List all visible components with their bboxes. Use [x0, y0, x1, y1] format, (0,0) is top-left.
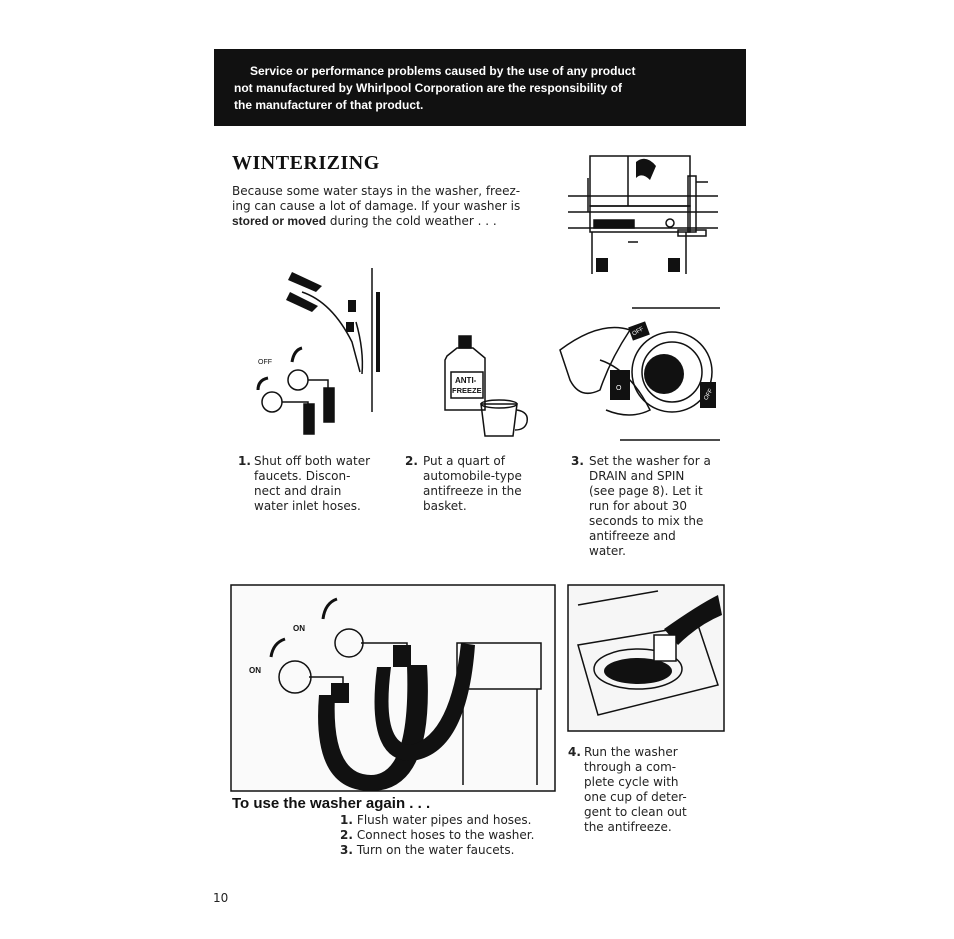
dial-hand-illustration	[560, 300, 724, 445]
list-item	[340, 813, 534, 828]
step-line: plete cycle with	[584, 775, 679, 789]
step-line: one cup of deter-	[584, 790, 687, 804]
intro-end: during the cold weather . . .	[326, 214, 497, 228]
notice-line: Service or performance problems caused by the use of any product	[250, 64, 636, 78]
page-number: 10	[213, 891, 229, 905]
item-number: 1.	[340, 813, 353, 827]
step-line: seconds to mix the	[589, 514, 704, 528]
item-number: 2.	[340, 828, 353, 842]
off-label: OFF	[258, 359, 272, 366]
list-item	[340, 843, 534, 858]
washer-illustration	[568, 148, 718, 276]
dial-off-label-b: OFF	[703, 388, 715, 402]
step-number: 1.	[238, 454, 251, 468]
step-line: antifreeze in the	[423, 484, 522, 498]
step-line: antifreeze and	[589, 529, 676, 543]
item-text: Turn on the water faucets.	[356, 843, 515, 857]
intro-paragraph	[232, 184, 572, 229]
step-line: automobile-type	[423, 469, 522, 483]
step-line: Run the washer	[584, 745, 678, 759]
step-1	[238, 454, 388, 514]
notice-line: the manufacturer of that product.	[234, 98, 424, 112]
step-line: Put a quart of	[423, 454, 505, 468]
step-number: 3.	[571, 454, 584, 468]
item-text: Connect hoses to the washer.	[356, 828, 535, 842]
step-line: faucets. Discon-	[254, 469, 351, 483]
on-label-a: ON	[293, 624, 305, 633]
dial-off-label-c: O	[616, 385, 622, 392]
item-number: 3.	[340, 843, 353, 857]
step-line: Shut off both water	[254, 454, 371, 468]
step-2	[405, 454, 555, 514]
step-line: water inlet hoses.	[254, 499, 361, 513]
hoses-on-illustration	[231, 585, 555, 791]
detergent-illustration	[568, 585, 724, 731]
intro-line: ing can cause a lot of damage. If your washer is	[232, 199, 521, 213]
step-line: water.	[589, 544, 626, 558]
step-line: the antifreeze.	[584, 820, 672, 834]
item-text: Flush water pipes and hoses.	[356, 813, 532, 827]
step-line: Set the washer for a	[589, 454, 711, 468]
notice-banner	[214, 49, 746, 126]
intro-bold: stored or moved	[232, 214, 327, 228]
step-line: nect and drain	[254, 484, 342, 498]
dial-off-label-a: OFF	[631, 326, 645, 338]
notice-line: not manufactured by Whirlpool Corporation are the responsibility of	[234, 81, 623, 95]
intro-line: Because some water stays in the washer, freez-	[232, 184, 521, 198]
intro-line	[232, 214, 572, 229]
list-item	[340, 828, 534, 843]
step-4	[568, 745, 718, 835]
step-line: DRAIN and SPIN	[589, 469, 685, 483]
antifreeze-label-1: ANTI-	[455, 376, 477, 385]
step-line: run for about 30	[589, 499, 687, 513]
step-3	[571, 454, 741, 559]
step-line: (see page 8). Let it	[589, 484, 703, 498]
step-number: 2.	[405, 454, 418, 468]
step-line: basket.	[423, 499, 467, 513]
faucets-off-illustration	[252, 262, 382, 442]
step-line: gent to clean out	[584, 805, 687, 819]
step-number: 4.	[568, 745, 581, 759]
step-line: through a com-	[584, 760, 677, 774]
on-label-b: ON	[249, 666, 261, 675]
section-title: WINTERIZING	[232, 152, 380, 174]
antifreeze-illustration	[437, 332, 537, 442]
use-again-title: To use the washer again . . .	[232, 795, 431, 812]
antifreeze-label-2: FREEZE	[452, 386, 482, 395]
use-again-list	[340, 813, 534, 858]
